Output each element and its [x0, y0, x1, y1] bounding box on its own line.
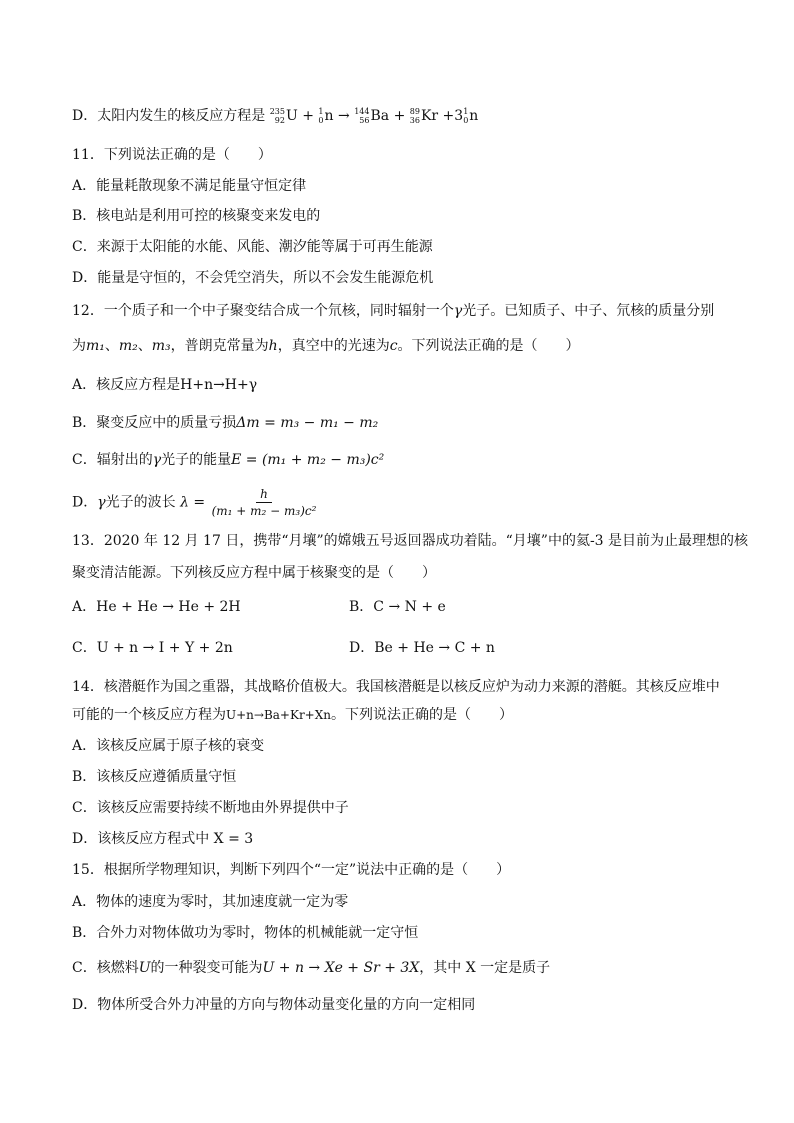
u235-nuclide: 235 92 — [269, 107, 285, 125]
q12-option-a: A．核反应方程是H+n→H+γ — [72, 377, 258, 393]
q12-d-fraction: $\frac{h}{\text{(m₁ + m₂ − m₃)c²}}$ — [211, 487, 317, 518]
q12-c-equation: E = (m₁ + m₂ − m₃)c² — [231, 452, 385, 468]
q10-option-d — [72, 106, 478, 126]
q15-option-c: C．核燃料U的一种裂变可能为U + n → Xe + Sr + 3X，其中 X 一定是质子 — [72, 960, 551, 976]
q11-option-b: B．核电站是利用可控的核聚变来发电的 — [72, 208, 321, 224]
q14-equation: U+n→Ba+Kr+Xn — [226, 708, 332, 722]
q12-option-c: C．辐射出的γ光子的能量E = (m₁ + m₂ − m₃)c² — [72, 452, 385, 468]
q14-stem-line2: 可能的一个核反应方程为U+n→Ba+Kr+Xn。下列说法正确的是（ ） — [72, 707, 514, 723]
q15-option-a: A．物体的速度为零时，其加速度就一定为零 — [72, 894, 349, 910]
neutron-nuclide: 1 0 — [463, 107, 469, 125]
gamma-symbol: γ — [453, 303, 463, 319]
q12-a-equation: H+n→H+γ — [180, 377, 258, 393]
q12-b-equation: Δm = m₃ − m₁ − m₂ — [236, 415, 379, 431]
q11-option-c: C．来源于太阳能的水能、风能、潮汐能等属于可再生能源 — [72, 239, 433, 255]
q15-option-b: B．合外力对物体做功为零时，物体的机械能就一定守恒 — [72, 925, 419, 941]
q12-option-b: B．聚变反应中的质量亏损Δm = m₃ − m₁ − m₂ — [72, 415, 379, 431]
q10-option-d-text: D．太阳内发生的核反应方程是 — [72, 108, 266, 124]
q13-stem-line2: 聚变清洁能源。下列核反应方程中属于核聚变的是（ ） — [72, 565, 436, 581]
q13-b-equation: C → N + e — [373, 599, 446, 615]
q11-option-a: A．能量耗散现象不满足能量守恒定律 — [72, 178, 307, 194]
q14-option-b: B．该核反应遵循质量守恒 — [72, 769, 237, 785]
q13-option-d: D．Be + He → C + n — [349, 640, 495, 656]
q13-option-c: C．U + n → I + Y + 2n — [72, 640, 233, 656]
q14-option-c: C．该核反应需要持续不断地由外界提供中子 — [72, 800, 349, 816]
q12-option-d: D．γ光子的波长 λ = $\frac{h}{\text{(m₁ + m₂ − m₃)c²}}$ — [72, 487, 317, 518]
q14-stem-line1: 14．核潜艇作为国之重器，其战略价值极大。我国核潜艇是以核反应炉为动力来源的潜艇。其核反应堆中 — [72, 679, 720, 695]
q13-d-equation: Be + He → C + n — [374, 640, 495, 656]
q14-option-a: A．该核反应属于原子核的衰变 — [72, 738, 265, 754]
q13-a-equation: He + He → He + 2H — [96, 599, 241, 615]
arrow-icon: → — [338, 108, 350, 124]
q12-stem-line1: 12．一个质子和一个中子聚变结合成一个氘核，同时辐射一个γ光子。已知质子、中子、氘核的质量分别 — [72, 303, 715, 319]
q14-option-d: D．该核反应方程式中 X = 3 — [72, 831, 254, 847]
q13-stem-line1: 13．2020 年 12 月 17 日，携带“月壤”的嫦娥五号返回器成功着陆。“月壤”中的氦-3 是目前为止最理想的核 — [72, 533, 749, 549]
q15-c-equation: U + n → Xe + Sr + 3X — [262, 960, 420, 976]
q11-option-d: D．能量是守恒的，不会凭空消失，所以不会发生能源危机 — [72, 270, 434, 286]
q10-equation: 235 92 U + 1 0 n → 144 56 Ba + 89 36 Kr +3 1 0 n — [269, 107, 479, 125]
q11-stem: 11．下列说法正确的是（ ） — [72, 147, 272, 163]
q15-stem: 15．根据所学物理知识，判断下列四个“一定”说法中正确的是（ ） — [72, 862, 511, 878]
neutron-nuclide: 1 0 — [318, 107, 324, 125]
q13-c-equation: U + n → I + Y + 2n — [96, 640, 233, 656]
q12-stem-line2: 为m₁、m₂、m₃，普朗克常量为h，真空中的光速为c。下列说法正确的是（ ） — [72, 338, 580, 354]
q13-option-a: A．He + He → He + 2H — [72, 599, 241, 615]
ba-nuclide: 144 56 — [354, 107, 370, 125]
q13-option-b: B．C → N + e — [349, 599, 446, 615]
kr-nuclide: 89 36 — [409, 107, 420, 125]
q15-option-d: D．物体所受合外力冲量的方向与物体动量变化量的方向一定相同 — [72, 997, 476, 1013]
